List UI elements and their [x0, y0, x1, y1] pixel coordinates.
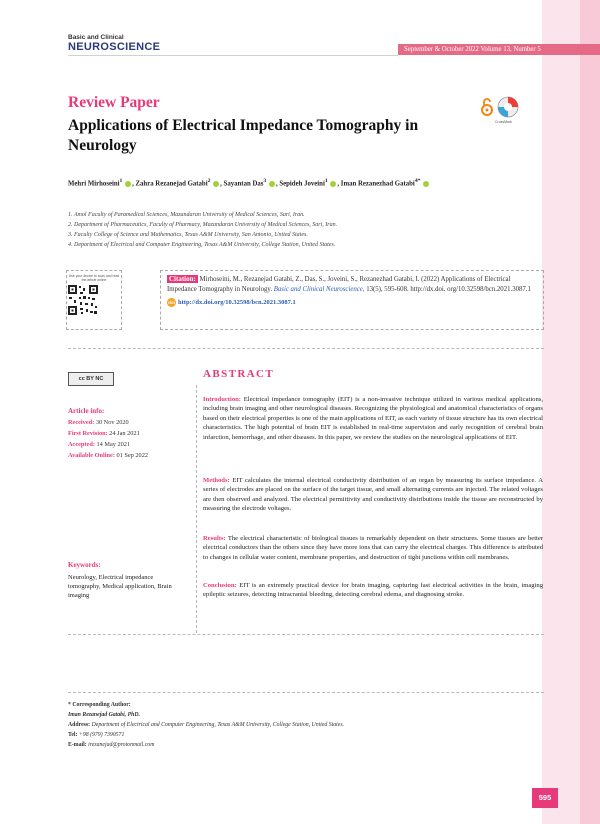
first-revision-date: [68, 430, 140, 437]
online-date: [68, 452, 148, 459]
citation-box: [160, 270, 544, 330]
author-affil-sup: 1: [119, 178, 123, 184]
results-label: Results:: [203, 535, 226, 542]
address-label: Address:: [68, 722, 91, 728]
header-rule: [68, 55, 398, 56]
citation-body: Mirhoseini, M., Rezanejad Gatabi, Z., Das, S., Joveini, S., Rezanezhad Gatabi, I. (2022) Applications of Electrical Impedance Tomography in Neurology.: [167, 276, 511, 293]
page-number: 595: [532, 788, 558, 808]
orcid-icon[interactable]: [423, 181, 429, 187]
abstract-heading: ABSTRACT: [203, 368, 275, 380]
email-value[interactable]: irezanejad@protonmail.com: [88, 742, 155, 748]
affiliations: [68, 210, 538, 250]
tel-label: Tel:: [68, 732, 78, 738]
abstract-column-rule: [196, 385, 198, 633]
email-label: E-mail:: [68, 742, 87, 748]
author-name[interactable]: Sayantan Das: [223, 180, 264, 188]
citation-text: [167, 274, 537, 295]
first-revision-value: 24 Jan 2021: [109, 430, 140, 437]
right-margin-strip-dark: [580, 0, 600, 824]
accepted-value: 14 May 2021: [96, 441, 131, 448]
online-label: Available Online:: [68, 452, 115, 459]
author-affil-sup: 3: [263, 178, 267, 184]
author-name[interactable]: Sepideh Joveini: [279, 180, 325, 188]
corresponding-email: [68, 742, 154, 748]
author-list: Mehri Mirhoseini$^1$ , Zahra Rezanejad Gatabi$^2$ , Sayantan Das$^3$ , Sepideh Joveini$^1$ , Iman Rezanezhad Gatabi$^{4*}$: [68, 178, 528, 187]
corresponding-name: [68, 712, 140, 718]
corresponding-address: [68, 722, 538, 728]
author-affil-sup: 1: [324, 178, 328, 184]
received-date: [68, 419, 129, 426]
abstract-introduction: [203, 395, 543, 442]
journal-subtitle: Basic and Clinical: [68, 34, 124, 41]
citation-volume: 13(5), 595-608. http://dx.doi. org/10.32598/bcn.2021.3087.1: [366, 286, 531, 293]
qr-code-icon[interactable]: [67, 284, 99, 316]
abstract-results: [203, 534, 543, 562]
author-name[interactable]: Mehri Mirhoseini: [68, 180, 120, 188]
citation-journal-link[interactable]: Basic and Clinical Neuroscience,: [273, 286, 365, 293]
doi-icon: doi: [168, 300, 175, 305]
section-divider: [68, 692, 544, 693]
affiliation-line: 2. Department of Pharmaceutics, Faculty of Pharmacy, Mazandaran University of Medical Sciences, Sari, Iran.: [68, 222, 338, 228]
abstract-methods: [203, 476, 543, 514]
issue-banner: September & October 2022 Volume 13, Number 5: [398, 44, 600, 55]
corresponding-tel: [68, 732, 124, 738]
intro-text: Electrical impedance tomography (EIT) is a non-invasive technique utilized in various medical applications, including brain imaging and other neurological diseases. Recognizing the physiological and anatomical characteristics of organs based on their electrical properties is one of the main applications of EIT, as each variety of tissue structure has its own electrical characteristics. The high potential of brain EIT is established in real-time supervision and early recognition of cerebral brain infarction, hemorrhage, and other diseases. In this paper, we review the studies on the neurological applications of EIT.: [203, 396, 543, 441]
corresponding-heading: [68, 702, 131, 708]
crossmark-label: CrossMark: [495, 120, 512, 124]
section-divider: [68, 634, 544, 635]
first-revision-label: First Revision:: [68, 430, 108, 437]
qr-label: Use your device to scan and read the article online: [68, 274, 120, 282]
affiliation-line: 3. Faculty College of Science and Mathematics, Texas A&M University, San Antonio, United States.: [68, 232, 308, 238]
cc-license-badge[interactable]: cc BY NC: [68, 372, 114, 386]
orcid-icon[interactable]: [269, 181, 275, 187]
article-info-heading: Article info:: [68, 407, 105, 415]
orcid-icon[interactable]: [125, 181, 131, 187]
corresponding-heading-text: * Corresponding Author:: [68, 702, 131, 708]
section-divider: [68, 348, 544, 349]
journal-logo: NEUROSCIENCE: [68, 41, 161, 53]
paper-title: Applications of Electrical Impedance Tomography in Neurology: [68, 117, 419, 154]
methods-text: EIT calculates the internal electrical conductivity distribution of an organ by measuring its surface impedance. A series of electrodes are placed on the surface of the target tissue, and small alternating currents are injected. The related voltages are then observed and analyzed. The electrical permittivity and conductivity distributions inside the tissue are reconstructed by measuring the electrode voltages.: [203, 477, 543, 513]
methods-label: Methods:: [203, 477, 230, 484]
affiliation-line: 4. Department of Electrical and Computer Engineering, Texas A&M University, College Station, United States.: [68, 242, 336, 248]
received-value: 30 Nov 2020: [95, 419, 129, 426]
doi-link[interactable]: http://dx.doi.org/10.32598/bcn.2021.3087.1: [178, 298, 296, 306]
abstract-conclusion: [203, 581, 543, 600]
corresponding-name-text: Iman Rezanejad Gatabi, PhD.: [68, 712, 140, 718]
author-affil-sup: 2: [207, 178, 211, 184]
conclusion-label: Conclusion:: [203, 582, 237, 589]
orcid-icon[interactable]: [213, 181, 219, 187]
orcid-icon[interactable]: [330, 181, 336, 187]
keywords-list: Neurology, Electrical impedance tomography, Medical application, Brain imaging: [68, 574, 172, 599]
paper-type-label: Review Paper: [68, 94, 160, 111]
doi-line: [167, 298, 537, 307]
author-name[interactable]: Iman Rezanezhad Gatabi: [340, 180, 415, 188]
open-access-icon[interactable]: [480, 98, 494, 116]
citation-tag: Citation:: [169, 275, 196, 283]
author-name[interactable]: Zahra Rezanejad Gatabi: [135, 180, 208, 188]
keywords-heading: Keywords:: [68, 561, 101, 569]
accepted-label: Accepted:: [68, 441, 95, 448]
results-text: The electrical characteristic of biological tissues is remarkably dependent on their structures. Some tissues are better electrical conductors than the others since they have more ions that can carry the electrical charges. This difference is attributed to changes in cellular water content, membrane properties, and destruction of tight junctions within cell membranes.: [203, 535, 543, 561]
online-value: 01 Sep 2022: [116, 452, 149, 459]
received-label: Received:: [68, 419, 95, 426]
address-value: Department of Electrical and Computer Engineering, Texas A&M University, College Station, United States.: [91, 722, 345, 728]
affiliation-line: 1. Amol Faculty of Paramedical Sciences, Mazandaran University of Medical Sciences, Sari, Iran.: [68, 212, 305, 218]
conclusion-text: EIT is an extremely practical device for brain imaging, capturing fast electrical activities in the brain, imaging epileptic seizures, detecting intracranial bleeding, detecting cerebral edema, and diagnosing stroke.: [203, 582, 543, 599]
tel-value: +98 (979) 7390571: [78, 732, 125, 738]
accepted-date: [68, 441, 130, 448]
author-affil-sup: 4*: [414, 178, 421, 184]
intro-label: Introduction:: [203, 396, 241, 403]
qr-code-box: [66, 270, 122, 330]
